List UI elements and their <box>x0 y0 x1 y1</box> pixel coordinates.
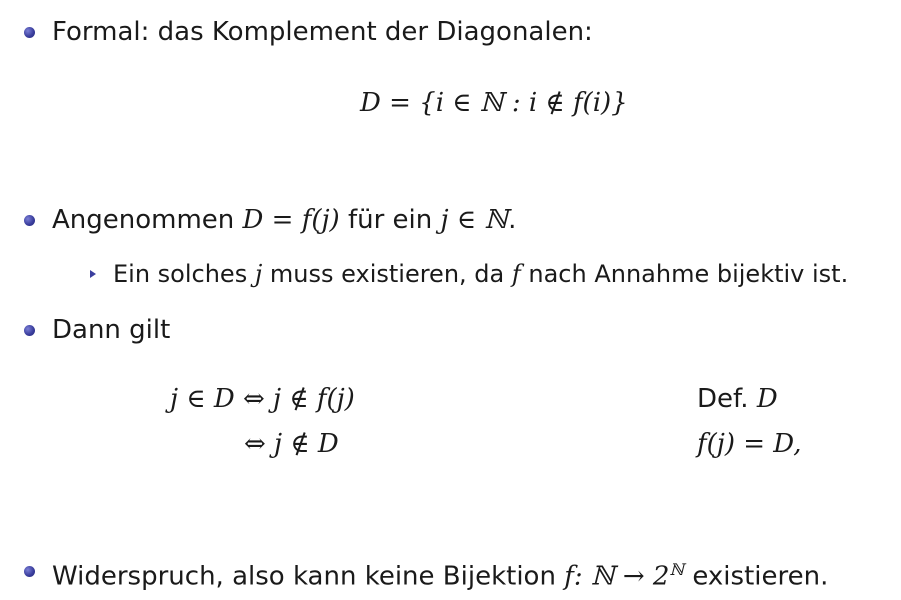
sub-bullet-marker <box>90 270 96 278</box>
derivation-line-1: j ∈ D ⇔ j ∉ f(j) <box>170 384 355 414</box>
bullet-marker <box>24 27 35 38</box>
contradiction-post: existieren. <box>684 561 829 592</box>
assumption-mid: für ein <box>339 205 441 235</box>
bullet-contradiction <box>52 555 828 592</box>
bullet-marker <box>24 566 35 577</box>
bullet-then: Dann gilt <box>52 315 171 345</box>
contradiction-pre: Widerspruch, also kann keine Bijektion <box>52 561 565 592</box>
contradiction-math: f: ℕ → 2 <box>564 561 670 592</box>
assumption-post: . <box>508 205 517 235</box>
reason1-math: D <box>756 384 778 414</box>
derivation-reason-2: f(j) = D, <box>697 429 802 459</box>
sub-math: j <box>254 260 263 288</box>
sub-post: nach Annahme bijektiv ist. <box>520 260 849 288</box>
contradiction-sup: ℕ <box>669 560 685 579</box>
derivation-line-2: ⇔ j ∉ D <box>244 429 339 459</box>
bullet-marker <box>24 325 35 336</box>
bullet-formal: Formal: das Komplement der Diagonalen: <box>52 17 593 47</box>
derivation-reason-1 <box>697 384 778 414</box>
bullet-assumption <box>52 205 516 235</box>
assumption-math: D = f(j) <box>242 205 340 235</box>
assumption-pre: Angenommen <box>52 205 243 235</box>
assumption-math2: j ∈ ℕ <box>440 205 509 235</box>
sub-pre: Ein solches <box>113 260 255 288</box>
formula-diagonal-complement: D = {i ∈ ℕ : i ∉ f(i)} <box>360 88 628 118</box>
sub-bullet-existence <box>113 259 848 289</box>
reason1-pre: Def. <box>697 384 757 414</box>
sub-math2: f <box>511 260 521 288</box>
sub-mid: muss existieren, da <box>262 260 512 288</box>
bullet-marker <box>24 215 35 226</box>
